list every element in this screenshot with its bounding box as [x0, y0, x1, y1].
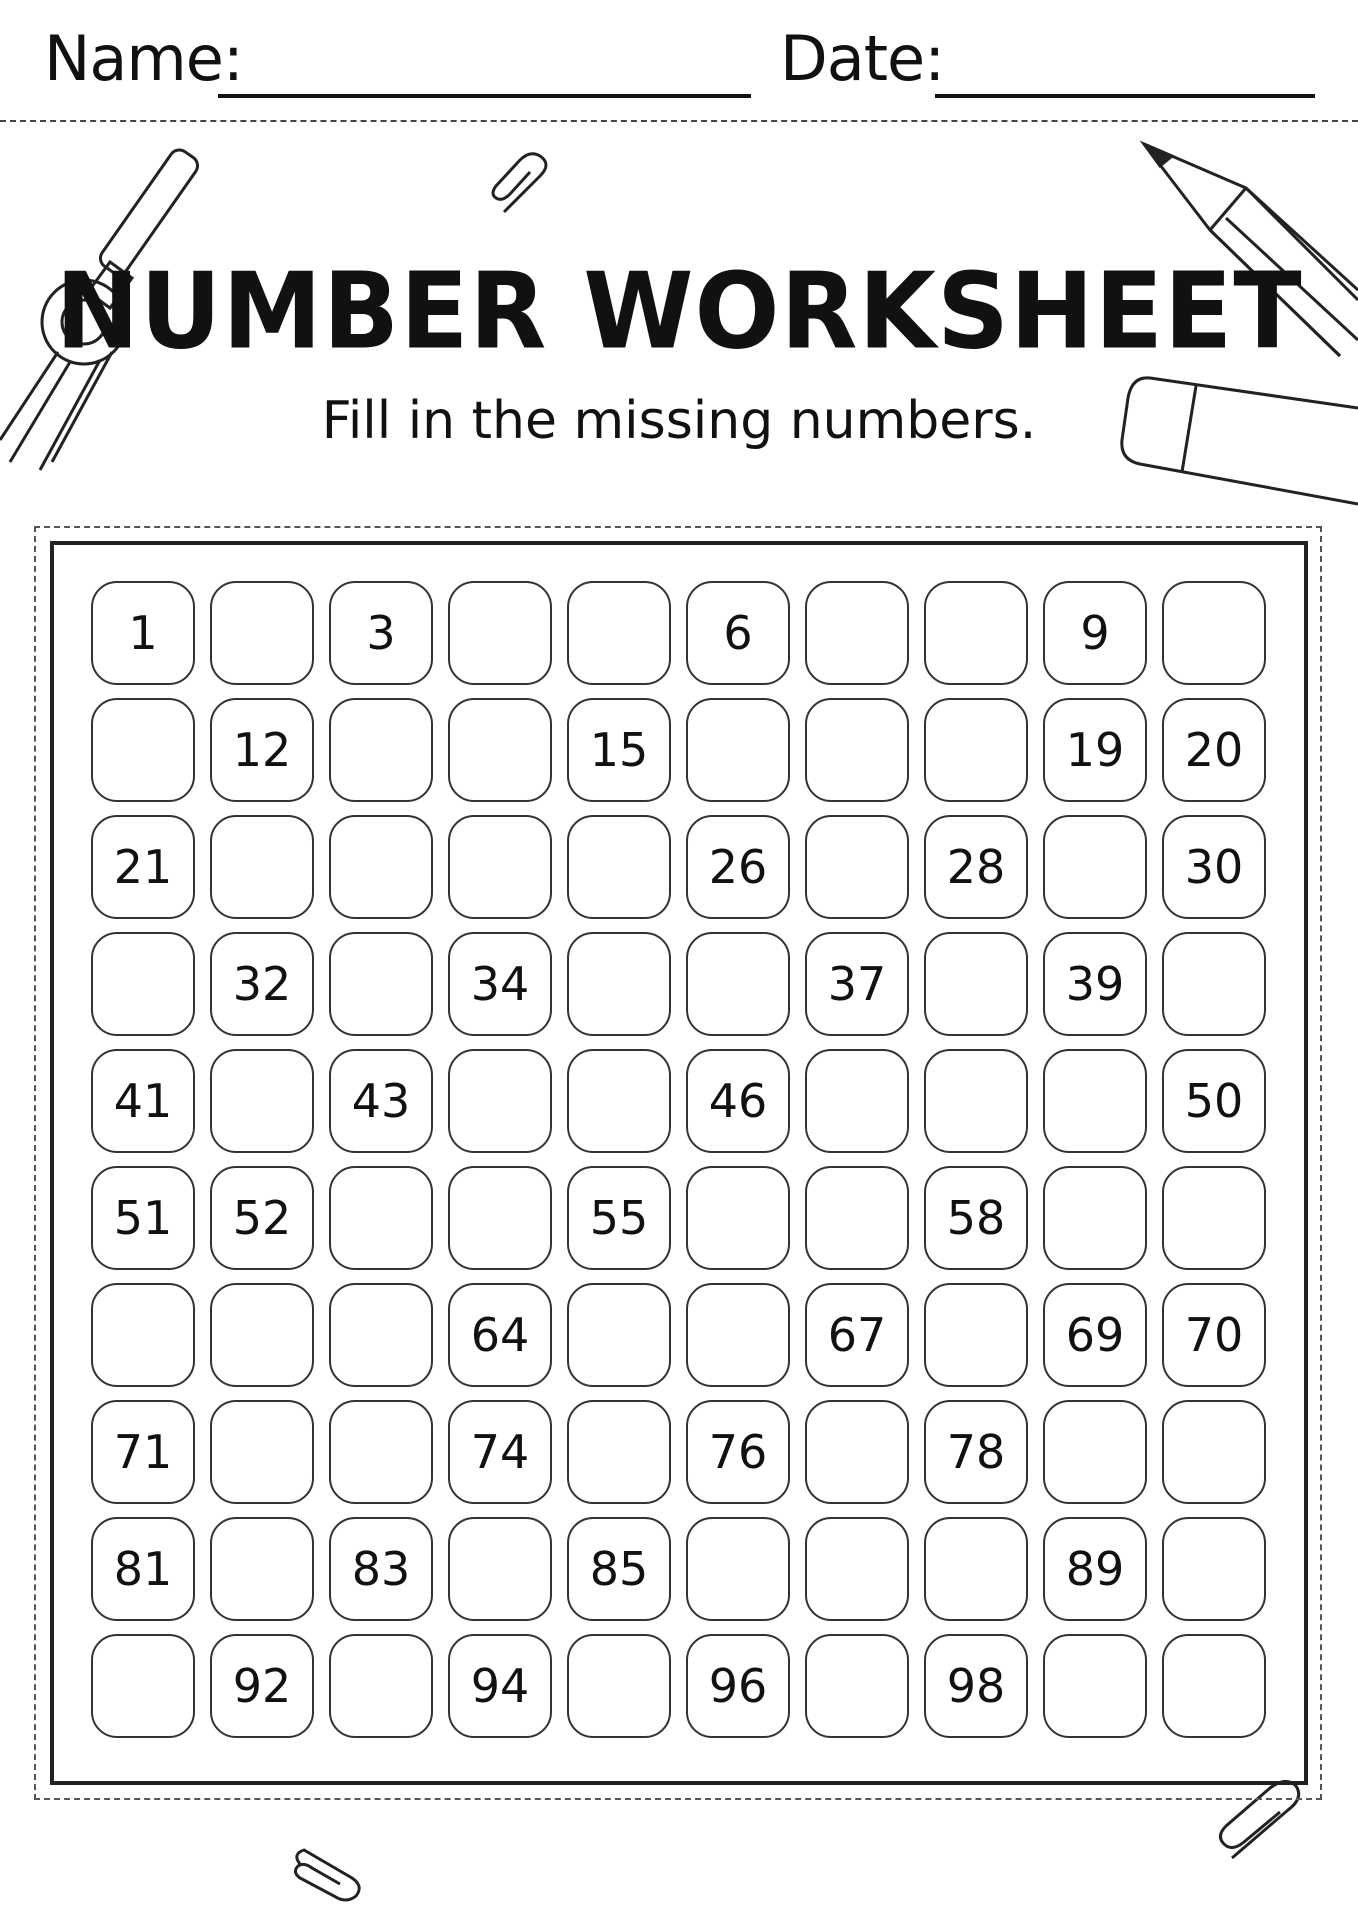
- number-cell: 85: [567, 1517, 671, 1621]
- blank-cell[interactable]: [567, 1400, 671, 1504]
- blank-cell[interactable]: [329, 1166, 433, 1270]
- blank-cell[interactable]: [924, 698, 1028, 802]
- number-cell: 41: [91, 1049, 195, 1153]
- blank-cell[interactable]: [329, 815, 433, 919]
- number-cell: 69: [1043, 1283, 1147, 1387]
- blank-cell[interactable]: [567, 581, 671, 685]
- blank-cell[interactable]: [329, 1634, 433, 1738]
- number-cell: 9: [1043, 581, 1147, 685]
- blank-cell[interactable]: [329, 1400, 433, 1504]
- paperclip-icon: [493, 154, 546, 212]
- blank-cell[interactable]: [1162, 581, 1266, 685]
- blank-cell[interactable]: [686, 698, 790, 802]
- number-cell: 15: [567, 698, 671, 802]
- blank-cell[interactable]: [1043, 1634, 1147, 1738]
- blank-cell[interactable]: [686, 1283, 790, 1387]
- number-grid: [91, 581, 1269, 1745]
- number-cell: 64: [448, 1283, 552, 1387]
- blank-cell[interactable]: [924, 1283, 1028, 1387]
- number-cell: 46: [686, 1049, 790, 1153]
- blank-cell[interactable]: [805, 698, 909, 802]
- number-cell: 6: [686, 581, 790, 685]
- blank-cell[interactable]: [329, 932, 433, 1036]
- blank-cell[interactable]: [210, 1283, 314, 1387]
- blank-cell[interactable]: [686, 1517, 790, 1621]
- blank-cell[interactable]: [1162, 932, 1266, 1036]
- number-cell: 28: [924, 815, 1028, 919]
- number-cell: 1: [91, 581, 195, 685]
- number-cell: 20: [1162, 698, 1266, 802]
- number-cell: 76: [686, 1400, 790, 1504]
- number-cell: 26: [686, 815, 790, 919]
- number-cell: 96: [686, 1634, 790, 1738]
- number-cell: 74: [448, 1400, 552, 1504]
- blank-cell[interactable]: [805, 581, 909, 685]
- number-cell: 32: [210, 932, 314, 1036]
- blank-cell[interactable]: [448, 815, 552, 919]
- number-cell: 43: [329, 1049, 433, 1153]
- blank-cell[interactable]: [686, 1166, 790, 1270]
- blank-cell[interactable]: [924, 1049, 1028, 1153]
- blank-cell[interactable]: [448, 581, 552, 685]
- number-cell: 55: [567, 1166, 671, 1270]
- blank-cell[interactable]: [1043, 1166, 1147, 1270]
- number-cell: 51: [91, 1166, 195, 1270]
- blank-cell[interactable]: [567, 1634, 671, 1738]
- blank-cell[interactable]: [448, 1166, 552, 1270]
- blank-cell[interactable]: [805, 815, 909, 919]
- blank-cell[interactable]: [448, 1049, 552, 1153]
- blank-cell[interactable]: [329, 1283, 433, 1387]
- blank-cell[interactable]: [805, 1634, 909, 1738]
- number-cell: 94: [448, 1634, 552, 1738]
- blank-cell[interactable]: [1162, 1166, 1266, 1270]
- number-cell: 83: [329, 1517, 433, 1621]
- blank-cell[interactable]: [91, 698, 195, 802]
- blank-cell[interactable]: [210, 815, 314, 919]
- number-cell: 39: [1043, 932, 1147, 1036]
- blank-cell[interactable]: [91, 1634, 195, 1738]
- blank-cell[interactable]: [924, 932, 1028, 1036]
- blank-cell[interactable]: [805, 1166, 909, 1270]
- blank-cell[interactable]: [91, 932, 195, 1036]
- number-cell: 30: [1162, 815, 1266, 919]
- blank-cell[interactable]: [567, 1049, 671, 1153]
- number-cell: 98: [924, 1634, 1028, 1738]
- blank-cell[interactable]: [1043, 1049, 1147, 1153]
- number-cell: 92: [210, 1634, 314, 1738]
- number-cell: 81: [91, 1517, 195, 1621]
- number-cell: 50: [1162, 1049, 1266, 1153]
- number-cell: 12: [210, 698, 314, 802]
- name-label: Name:: [44, 22, 243, 95]
- instructions: Fill in the missing numbers.: [321, 391, 1037, 451]
- paperclip-icon: [295, 1850, 359, 1900]
- blank-cell[interactable]: [91, 1283, 195, 1387]
- blank-cell[interactable]: [329, 698, 433, 802]
- number-cell: 89: [1043, 1517, 1147, 1621]
- blank-cell[interactable]: [448, 698, 552, 802]
- number-cell: 21: [91, 815, 195, 919]
- blank-cell[interactable]: [210, 1049, 314, 1153]
- blank-cell[interactable]: [1162, 1517, 1266, 1621]
- blank-cell[interactable]: [924, 581, 1028, 685]
- blank-cell[interactable]: [210, 1400, 314, 1504]
- number-cell: 3: [329, 581, 433, 685]
- number-cell: 70: [1162, 1283, 1266, 1387]
- blank-cell[interactable]: [805, 1517, 909, 1621]
- blank-cell[interactable]: [1162, 1634, 1266, 1738]
- number-cell: 78: [924, 1400, 1028, 1504]
- number-cell: 34: [448, 932, 552, 1036]
- number-cell: 19: [1043, 698, 1147, 802]
- blank-cell[interactable]: [567, 815, 671, 919]
- blank-cell[interactable]: [210, 1517, 314, 1621]
- number-cell: 67: [805, 1283, 909, 1387]
- blank-cell[interactable]: [1162, 1400, 1266, 1504]
- blank-cell[interactable]: [805, 1400, 909, 1504]
- blank-cell[interactable]: [924, 1517, 1028, 1621]
- blank-cell[interactable]: [567, 1283, 671, 1387]
- blank-cell[interactable]: [686, 932, 790, 1036]
- date-label: Date:: [780, 22, 945, 95]
- blank-cell[interactable]: [210, 581, 314, 685]
- number-cell: 52: [210, 1166, 314, 1270]
- blank-cell[interactable]: [805, 1049, 909, 1153]
- blank-cell[interactable]: [567, 932, 671, 1036]
- blank-cell[interactable]: [448, 1517, 552, 1621]
- number-cell: 71: [91, 1400, 195, 1504]
- page-title: NUMBER WORKSHEET: [55, 250, 1303, 373]
- number-cell: 58: [924, 1166, 1028, 1270]
- number-cell: 37: [805, 932, 909, 1036]
- blank-cell[interactable]: [1043, 1400, 1147, 1504]
- blank-cell[interactable]: [1043, 815, 1147, 919]
